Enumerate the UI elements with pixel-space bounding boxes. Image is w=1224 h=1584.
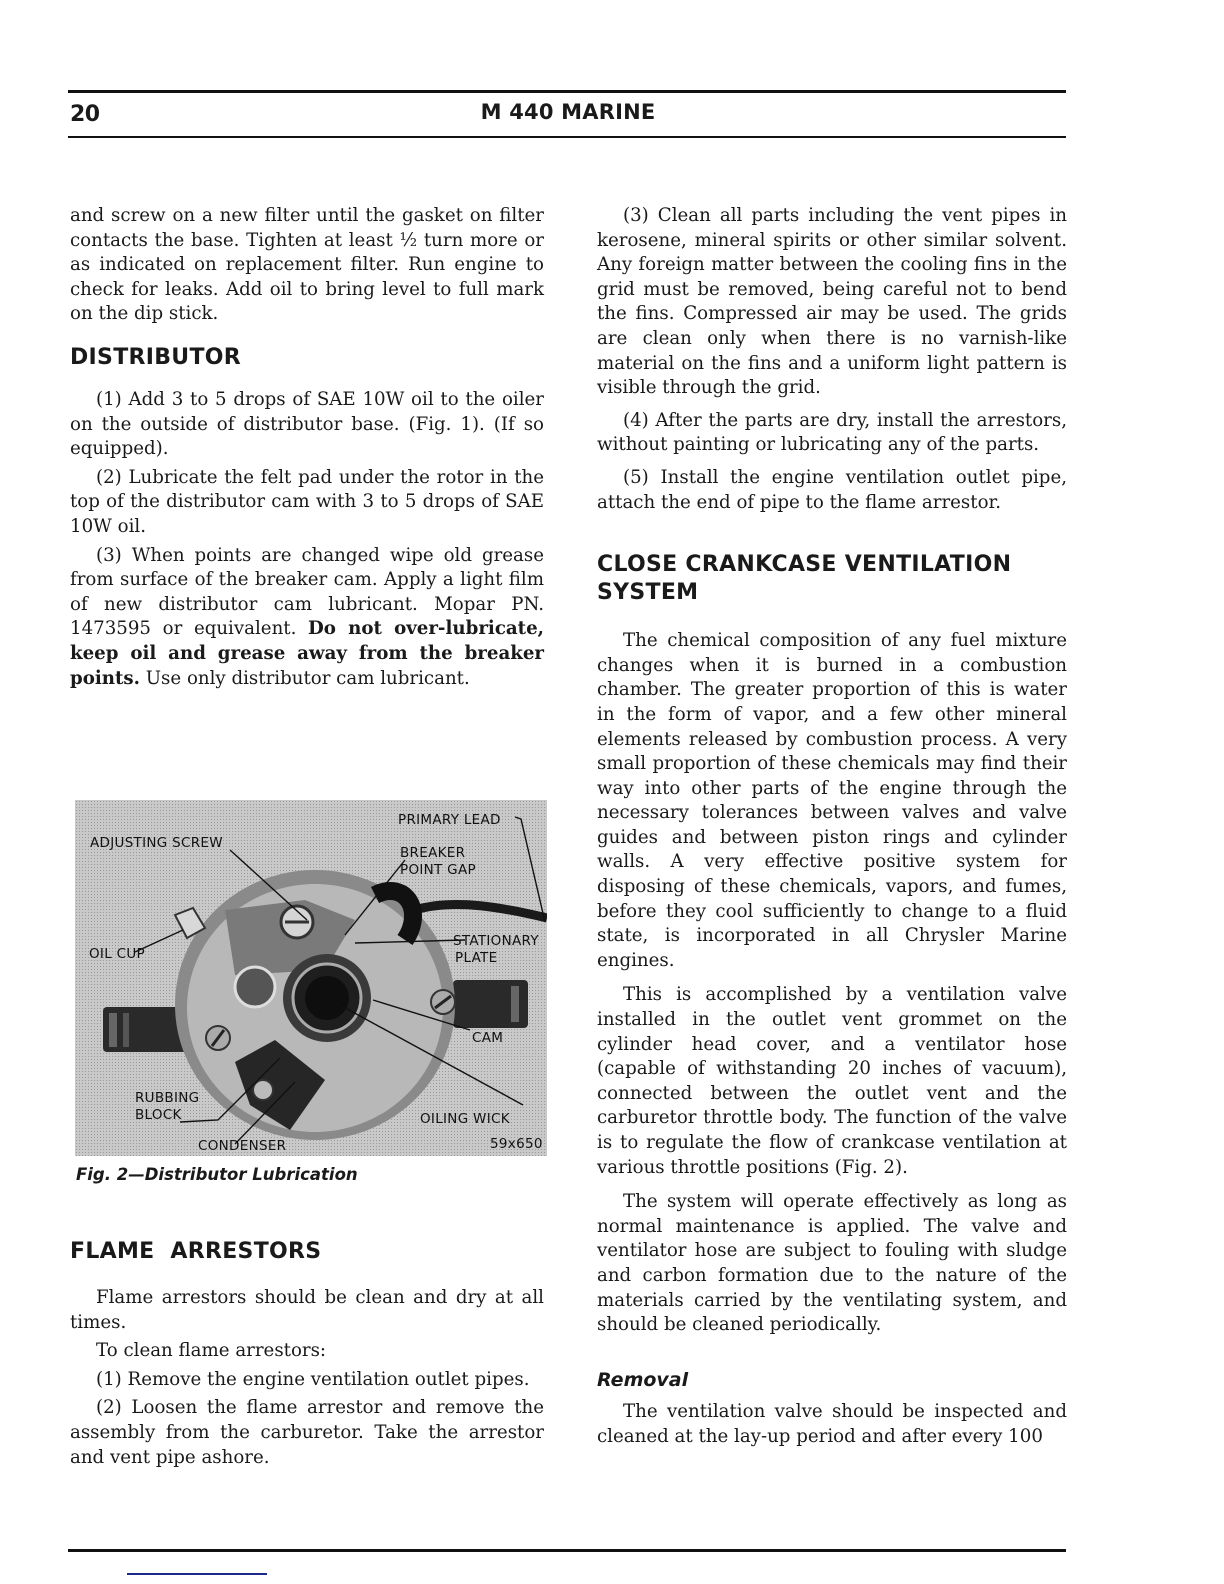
label-breaker-point-gap-1: BREAKER xyxy=(400,845,466,861)
flame-arrestors-intro: Flame arrestors should be clean and dry at all times. xyxy=(70,1287,544,1333)
footer-rule xyxy=(68,1549,1066,1552)
header-rule-top xyxy=(68,90,1066,93)
ccv-paragraph-3: The system will operate effectively as long as normal maintenance is applied. The valve and ventilator hose are subject to fouling with sludge and carbon formation due to the nature of the materials carried by the ventilating system, and should be cleaned periodically. xyxy=(597,1191,1067,1336)
label-breaker-point-gap-2: POINT GAP xyxy=(400,862,476,878)
running-title: M 440 MARINE xyxy=(480,100,656,124)
step-3-end: Use only distributor cam lubricant. xyxy=(139,667,470,689)
step-3-warning: Do not over-lubricate, keep oil and grease away from the breaker points. xyxy=(70,618,544,689)
removal-heading: Removal xyxy=(597,1368,689,1391)
flame-step-4: (4) After the parts are dry, install the arrestors, without painting or lubricating any of the parts. xyxy=(597,409,1067,456)
flame-step-3: (3) Clean all parts including the vent pipes in kerosene, mineral spirits or other similar solvent. Any foreign matter between the cooling fins in the grid must be removed, being careful not to bend the fins. Compressed air may be used. The grids are clean only when there is no varnish-like material on the fins and a uniform light pattern is visible through the grid. xyxy=(597,205,1067,399)
label-condenser: CONDENSER xyxy=(198,1138,287,1154)
label-cam: CAM xyxy=(472,1030,504,1046)
distributor-heading: DISTRIBUTOR xyxy=(70,344,242,370)
figure-caption: Fig. 2—Distributor Lubrication xyxy=(76,1165,358,1184)
label-adjusting-screw: ADJUSTING SCREW xyxy=(90,835,223,851)
label-rubbing-block-1: RUBBING xyxy=(135,1090,200,1106)
flame-arrestors-lead: To clean flame arrestors: xyxy=(96,1340,327,1362)
page-header xyxy=(70,100,1066,134)
flame-step-1: (1) Remove the engine ventilation outlet pipes. xyxy=(96,1368,530,1390)
label-stationary-plate-1: STATIONARY xyxy=(453,933,539,949)
flame-arrestors-section xyxy=(70,1238,544,1470)
removal-paragraph: The ventilation valve should be inspected and cleaned at the lay-up period and after every 100 xyxy=(597,1401,1067,1447)
figure-code: 59x650 xyxy=(490,1136,543,1152)
label-oil-cup: OIL CUP xyxy=(89,946,145,962)
distributor-step-2: (2) Lubricate the felt pad under the rotor in the top of the distributor cam with 3 to 5 drops of SAE 10W oil. xyxy=(70,466,544,537)
page-number: 20 xyxy=(70,102,100,127)
ccv-heading: CLOSE CRANKCASE VENTILATION SYSTEM xyxy=(597,552,1012,606)
header-rule-bottom xyxy=(68,136,1066,138)
label-primary-lead: PRIMARY LEAD xyxy=(398,812,501,828)
continuation-paragraph: and screw on a new filter until the gasket on filter contacts the base. Tighten at least ½ turn more or as indicated on replacement filter. Run engine to check for leaks. Add oil to bring level to full mark on the dip stick. xyxy=(70,205,544,325)
label-oiling-wick: OILING WICK xyxy=(420,1111,510,1127)
right-column xyxy=(597,204,1067,1450)
step-3-text: (3) When points are changed wipe old grease from surface of the breaker cam. Apply a light film of new distributor cam lubricant. Mopar PN. 1473595 or equivalent. xyxy=(70,544,544,640)
flame-step-5: (5) Install the engine ventilation outlet pipe, attach the end of pipe to the flame arrestor. xyxy=(597,466,1067,513)
label-stationary-plate-2: PLATE xyxy=(455,950,498,966)
footer-mark xyxy=(127,1573,267,1575)
flame-arrestors-heading: FLAME ARRESTORS xyxy=(70,1239,322,1264)
distributor-step-3 xyxy=(70,544,544,692)
ccv-paragraph-2: This is accomplished by a ventilation valve installed in the outlet vent grommet on the cylinder head cover, and a ventilator hose (capable of withstanding 20 inches of vacuum), connected between the outlet vent and the carburetor throttle body. The function of the valve is to regulate the flow of crankcase ventilation at various throttle positions (Fig. 2). xyxy=(597,984,1067,1178)
distributor-step-1: (1) Add 3 to 5 drops of SAE 10W oil to the oiler on the outside of distributor base. (Fig. 1). (If so equipped). xyxy=(70,388,544,460)
distributor-figure xyxy=(75,800,547,1156)
label-rubbing-block-2: BLOCK xyxy=(135,1107,182,1123)
flame-step-2: (2) Loosen the flame arrestor and remove the assembly from the carburetor. Take the arrestor and vent pipe ashore. xyxy=(70,1397,544,1468)
left-column xyxy=(70,204,544,691)
ccv-paragraph-1: The chemical composition of any fuel mixture changes when it is burned in a combustion chamber. The greater proportion of this is water in the form of vapor, and a few other mineral elements released by combustion process. A very small proportion of these chemicals may find their way into other parts of the engine through the necessary tolerances between valves and valve guides and between piston rings and cylinder walls. A very effective positive system for disposing of these chemicals, vapors, and fumes, before they cool sufficiently to change to a fluid state, is incorporated in all Chrysler Marine engines. xyxy=(597,630,1067,971)
